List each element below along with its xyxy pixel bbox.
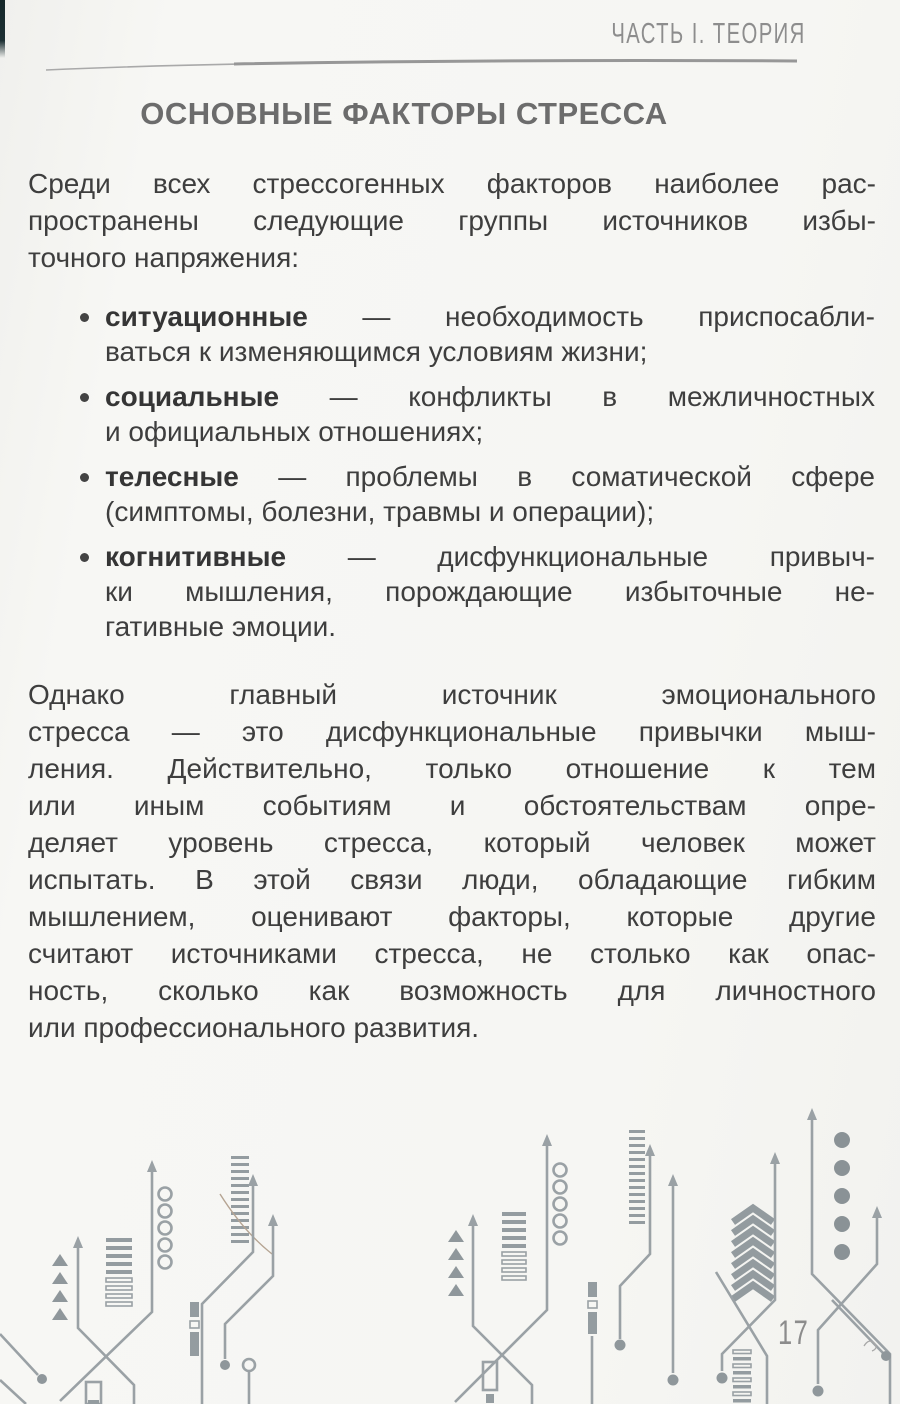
bullet-term: когнитивные [105,541,287,572]
dense-ladder-icon [629,1130,645,1224]
running-header: ЧАСТЬ I. ТЕОРИЯ [611,18,806,50]
bullet-icon [80,553,89,562]
list-item [80,379,875,449]
dot-column-icon [834,1132,850,1260]
circuit-decoration [0,1104,900,1404]
text-line: социальные — конфликты в межличностных [105,381,875,412]
bullet-term: социальные [105,381,280,412]
text-line: ваться к изменяющимся условиям жизни; [105,336,648,367]
text-line: ки мышления, порождающие избыточные не- [105,576,875,607]
list-item [80,539,875,644]
header-rule [44,56,800,74]
list-item-text [105,539,875,644]
bullet-term: ситуационные [105,301,308,332]
circle-column-icon [159,1188,172,1269]
list-item-text [105,459,875,529]
text-line: ления. Действительно, только отношение к тем [28,753,876,784]
bullet-term: телесные [105,461,239,492]
text-line: ситуационные — необходимость приспосабли- [105,301,875,332]
text-line: испытать. В этой связи люди, обладающие гибким [28,864,876,895]
list-item-text [105,299,875,369]
bullet-icon [80,473,89,482]
page-title: ОСНОВНЫЕ ФАКТОРЫ СТРЕССА [140,96,668,131]
text-line: деляет уровень стресса, который человек может [28,827,876,858]
circuit-left-group [0,1156,278,1404]
circuit-middle-group [448,1130,655,1404]
bullet-icon [80,393,89,402]
segment-bar-icon [588,1282,597,1334]
ladder-icon [733,1350,751,1403]
list-item-text [105,379,875,449]
text-line: считают источниками стресса, не столько как опас- [28,938,876,969]
stress-factors-list [80,299,875,654]
intro-paragraph [28,165,876,276]
text-line: гативные эмоции. [105,611,337,642]
segment-bar-icon [190,1302,199,1356]
text-line: или иным событиям и обстоятельствам опре- [28,790,876,821]
page-number: 17 [778,1314,810,1352]
text-line: ность, сколько как возможность для личностного [28,975,876,1006]
text-line: стресса — это дисфункциональные привычки мыш- [28,716,876,747]
text-line: мышлением, оценивают факторы, которые другие [28,901,876,932]
ladder-icon [106,1238,132,1306]
list-item [80,299,875,369]
list-item [80,459,875,529]
text-line: телесные — проблемы в соматической сфере [105,461,875,492]
scan-edge-artifact [0,0,5,58]
bullet-icon [80,313,89,322]
text-line: когнитивные — дисфункциональные привыч- [105,541,875,572]
circuit-right-group [668,1108,892,1404]
triangle-column-icon [448,1230,464,1296]
text-line: Однако главный источник эмоционального [28,679,876,710]
ladder-icon [502,1212,526,1280]
circle-column-icon [554,1164,567,1245]
text-line: или профессионального развития. [28,1012,480,1043]
triangle-column-icon [52,1254,68,1320]
main-paragraph [28,676,876,1046]
text-line: Среди всех стрессогенных факторов наиболее рас- [28,168,876,199]
text-line: (симптомы, болезни, травмы и операции); [105,496,655,527]
text-line: пространены следующие группы источников избы- [28,205,876,236]
text-line: точного напряжения: [28,242,300,273]
text-line: и официальных отношениях; [105,416,484,447]
chevron-stack-icon [733,1208,773,1299]
